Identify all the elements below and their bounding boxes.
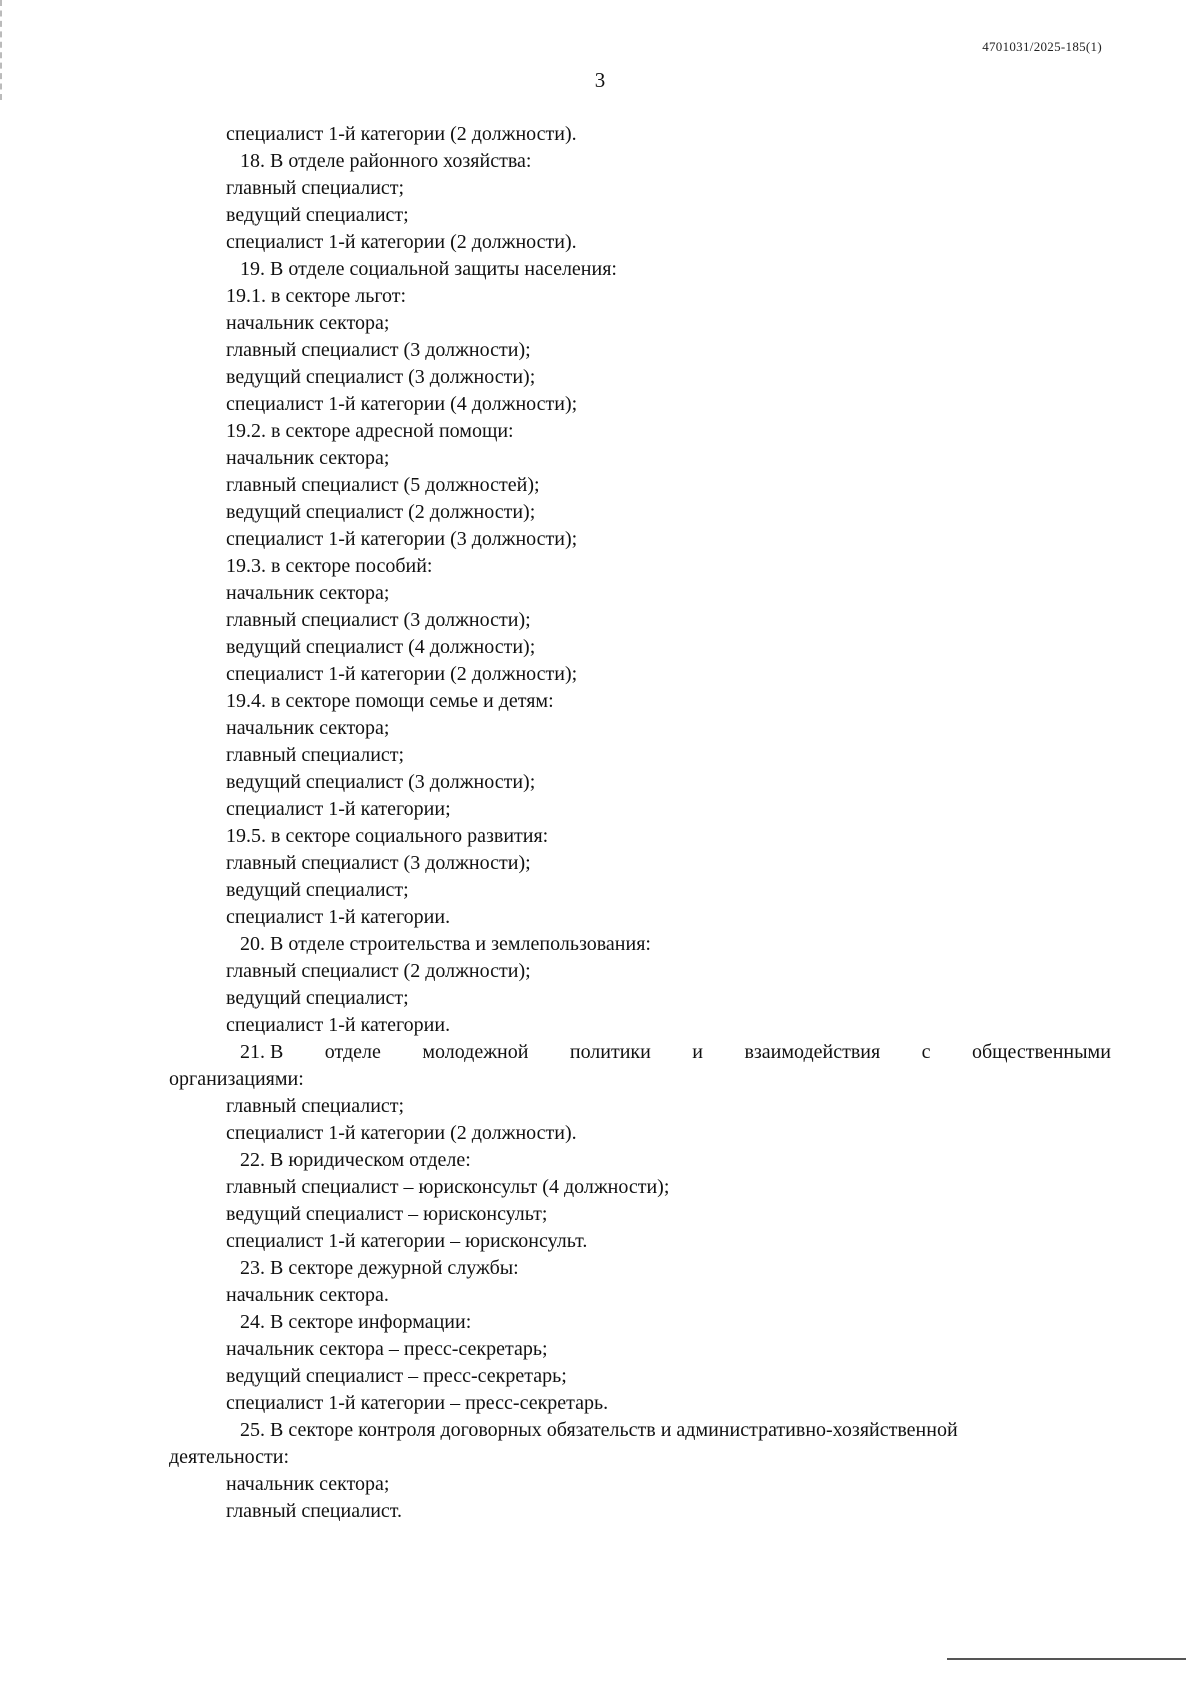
section-heading-21 <box>169 1039 1111 1066</box>
list-item: ведущий специалист; <box>226 987 409 1009</box>
heading-word: взаимодействия <box>744 1041 881 1063</box>
list-item: главный специалист (5 должностей); <box>226 474 540 496</box>
list-item: начальник сектора. <box>226 1284 389 1306</box>
list-item: ведущий специалист; <box>226 204 409 226</box>
section-heading-21-continuation: организациями: <box>169 1068 304 1090</box>
heading-word: общественными <box>971 1041 1111 1063</box>
list-item: главный специалист; <box>226 744 405 766</box>
heading-word: политики <box>569 1041 651 1063</box>
list-item: специалист 1-й категории – юрисконсульт. <box>226 1230 588 1252</box>
list-item: специалист 1-й категории (2 должности). <box>226 231 577 253</box>
list-item: ведущий специалист – юрисконсульт; <box>226 1203 548 1225</box>
list-item: специалист 1-й категории (3 должности); <box>226 528 578 550</box>
list-item: специалист 1-й категории. <box>226 1014 451 1036</box>
list-item: главный специалист; <box>226 1095 405 1117</box>
list-item: специалист 1-й категории – пресс-секретарь. <box>226 1392 609 1414</box>
section-heading-20: 20. В отделе строительства и землепользования: <box>240 933 651 955</box>
heading-word: отделе <box>324 1041 381 1063</box>
footer-rule <box>947 1658 1186 1660</box>
list-item: главный специалист (3 должности); <box>226 609 531 631</box>
list-item: специалист 1-й категории. <box>226 906 451 928</box>
list-item: начальник сектора; <box>226 717 390 739</box>
list-item: специалист 1-й категории (2 должности). <box>226 1122 577 1144</box>
list-item: специалист 1-й категории (2 должности). <box>226 123 577 145</box>
heading-word: с <box>921 1041 931 1063</box>
list-item: главный специалист. <box>226 1500 403 1522</box>
list-item: начальник сектора; <box>226 1473 390 1495</box>
page-number: 3 <box>594 68 606 92</box>
subsection-heading-19-1: 19.1. в секторе льгот: <box>226 285 407 307</box>
list-item: главный специалист (3 должности); <box>226 852 531 874</box>
section-heading-25-continuation: деятельности: <box>169 1446 290 1468</box>
list-item: специалист 1-й категории (2 должности); <box>226 663 578 685</box>
section-heading-24: 24. В секторе информации: <box>240 1311 472 1333</box>
list-item: начальник сектора; <box>226 447 390 469</box>
list-item: главный специалист (3 должности); <box>226 339 531 361</box>
section-heading-22: 22. В юридическом отделе: <box>240 1149 471 1171</box>
list-item: главный специалист – юрисконсульт (4 должности); <box>226 1176 670 1198</box>
section-heading-18: 18. В отделе районного хозяйства: <box>240 150 532 172</box>
document-body <box>169 121 1111 1525</box>
section-heading-19: 19. В отделе социальной защиты населения: <box>240 258 617 280</box>
list-item: главный специалист; <box>226 177 405 199</box>
section-heading-23: 23. В секторе дежурной службы: <box>240 1257 519 1279</box>
heading-word: 21. В <box>240 1041 284 1063</box>
list-item: специалист 1-й категории (4 должности); <box>226 393 578 415</box>
list-item: главный специалист (2 должности); <box>226 960 531 982</box>
document-registration-number: 4701031/2025-185(1) <box>982 39 1102 54</box>
list-item: ведущий специалист (4 должности); <box>226 636 536 658</box>
list-item: ведущий специалист (3 должности); <box>226 771 536 793</box>
list-item: ведущий специалист; <box>226 879 409 901</box>
list-item: начальник сектора – пресс-секретарь; <box>226 1338 548 1360</box>
subsection-heading-19-4: 19.4. в секторе помощи семье и детям: <box>226 690 554 712</box>
list-item: ведущий специалист – пресс-секретарь; <box>226 1365 567 1387</box>
list-item: ведущий специалист (2 должности); <box>226 501 536 523</box>
section-heading-25: 25. В секторе контроля договорных обязательств и административно-хозяйственной <box>240 1419 958 1441</box>
list-item: начальник сектора; <box>226 582 390 604</box>
list-item: специалист 1-й категории; <box>226 798 451 820</box>
subsection-heading-19-3: 19.3. в секторе пособий: <box>226 555 433 577</box>
subsection-heading-19-5: 19.5. в секторе социального развития: <box>226 825 549 847</box>
subsection-heading-19-2: 19.2. в секторе адресной помощи: <box>226 420 514 442</box>
list-item: начальник сектора; <box>226 312 390 334</box>
heading-word: и <box>692 1041 703 1063</box>
heading-word: молодежной <box>422 1041 529 1063</box>
list-item: ведущий специалист (3 должности); <box>226 366 536 388</box>
